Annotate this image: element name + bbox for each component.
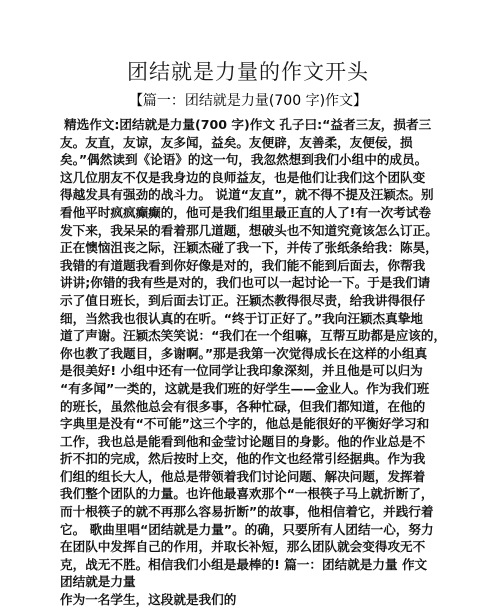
text-line: 折不扣的完成，然后按时上交，他的作文也经常引经据典。作为我 <box>60 451 426 467</box>
text-line: 道了声谢。汪颖杰笑笑说：“我们在一个组嘛，互帮互助都是应该的， <box>60 328 447 344</box>
text-line: 你也教了我题目，多谢啊。”那是我第一次觉得成长在这样的小组真 <box>60 345 428 361</box>
page-subtitle: 【篇一：团结就是力量(700 字)作文】 <box>128 93 368 109</box>
text-line: 字典里是没有“不可能”这三个字的，他总是能很好的平衡好学习和 <box>60 416 430 432</box>
text-line: 们组的组长大人，他总是带领着我们讨论问题、解决问题，发挥着 <box>60 468 426 484</box>
text-line: 得越发具有强劲的战斗力。 说道“友直”，就不得不提及汪颖杰。别 <box>60 187 434 203</box>
text-line: 在团队中发挥自己的作用，并取长补短，那么团队就会变得攻无不 <box>60 539 426 555</box>
text-line: 正在懊恼沮丧之际，汪颖杰碰了我一下，并传了张纸条给我：陈昊， <box>60 240 438 256</box>
text-line-partial: 作为一名学生，这段就是我们的 <box>60 592 237 608</box>
text-line: 精选作文:团结就是力量(700 字)作文 孔子曰:“益者三友，损者三 <box>64 117 432 132</box>
text-line: 团结就是力量 <box>60 574 136 590</box>
text-line: 这几位朋友不仅是我身边的良师益友，也是他们让我们这个团队变 <box>60 169 426 185</box>
text-line: 的班长，虽然他总会有很多事，各种忙碌，但我们都知道，在他的 <box>60 398 426 414</box>
page-title: 团结就是力量的作文开头 <box>127 60 369 84</box>
text-line: 我们整个团队的力量。也许他最喜欢那个“一根筷子马上就折断了， <box>60 486 434 502</box>
text-line: 克，战无不胜。相信我们小组是最棒的! 篇一：团结就是力量 作文 <box>60 556 428 572</box>
text-line: 工作，我也总是能看到他和金莹讨论题目的身影。他的作业总是不 <box>60 433 426 449</box>
text-line: 细，当然我也很认真的在听。“终于订正好了。”我向汪颖杰真挚地 <box>60 310 423 326</box>
article-body <box>60 116 447 608</box>
text-line: 示了值日班长，到后面去订正。汪颖杰教得很尽责，给我讲得很仔 <box>60 292 426 308</box>
text-line: “有多闻”一类的，这就是我们班的好学生——金业人。作为我们班 <box>60 380 430 396</box>
text-line: 看他平时疯疯癫癫的，他可是我们组里最正直的人了!有一次考试卷 <box>60 204 431 220</box>
text-line: 讲讲;你错的我有些是对的，我们也可以一起讨论一下。于是我们请 <box>60 275 431 291</box>
text-line: 是很美好! 小组中还有一位同学让我印象深刻，并且他是可以归为 <box>60 363 423 379</box>
text-line: 我错的有道题我看到你好像是对的，我们能不能到后面去，你帮我 <box>60 257 426 273</box>
text-line: 矣。”偶然读到《论语》的这一句，我忽然想到我们小组中的成员。 <box>60 152 428 168</box>
text-line: 友。友直，友谅，友多闻，益矣。友便辟，友善柔，友便佞，损 <box>60 134 413 150</box>
text-line: 而十根筷子的就不再那么容易折断”的故事，他相信着它，并践行着 <box>60 504 434 520</box>
text-line: 发下来，我呆呆的看着那几道题，想破头也不知道究竟该怎么订正。 <box>60 222 438 238</box>
text-line: 它。 歌曲里唱“团结就是力量”。的确，只要所有人团结一心，努力 <box>60 521 434 537</box>
